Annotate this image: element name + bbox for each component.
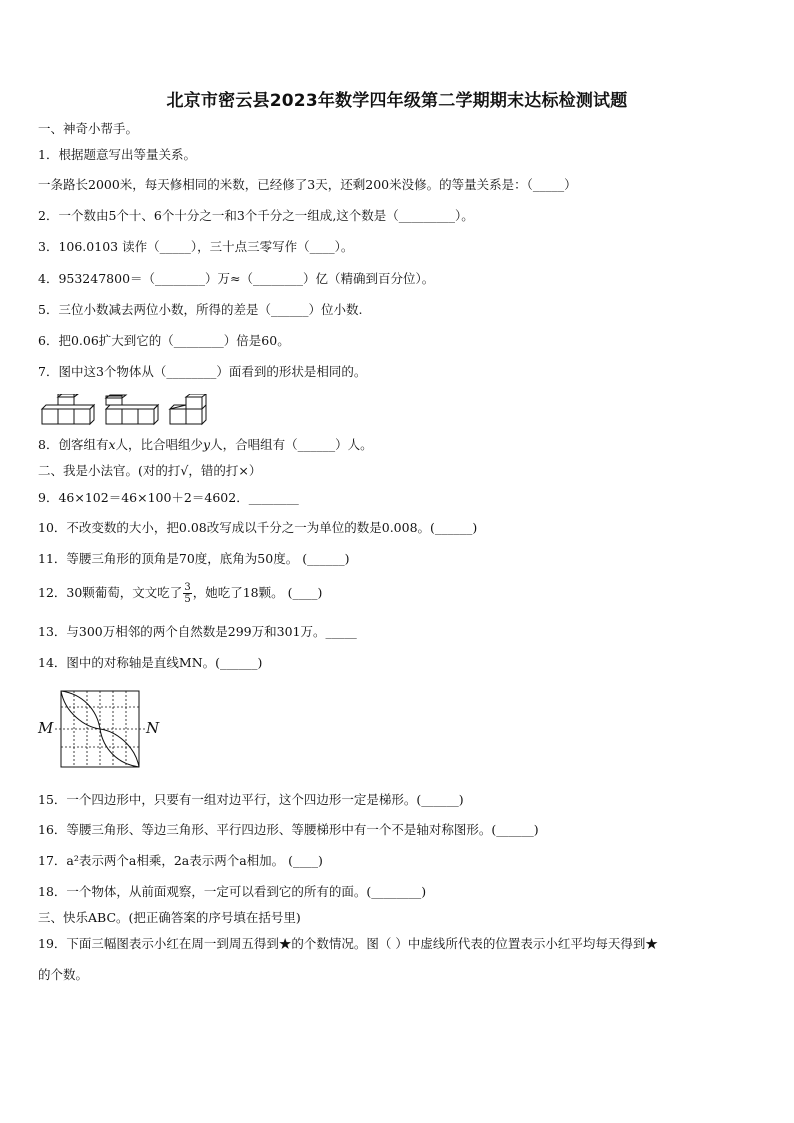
question-7: 7．图中这3个物体从（________）面看到的形状是相同的。 [38, 364, 367, 379]
question-8: 8．创客组有x人，比合唱组少y人，合唱组有（______）人。 [38, 437, 373, 452]
question-16: 16．等腰三角形、等边三角形、平行四边形、等腰梯形中有一个不是轴对称图形。(______) [38, 822, 539, 837]
fraction: $\frac{3}{5}$ [184, 582, 191, 605]
question-15: 15．一个四边形中，只要有一组对边平行，这个四边形一定是梯形。(______) [38, 792, 464, 807]
question-9: 9．46×102＝46×100＋2＝4602．________ [38, 490, 299, 505]
question-17: 17．a²表示两个a相乘，2a表示两个a相加。 (____) [38, 853, 323, 868]
symmetry-grid-figure [55, 688, 155, 772]
section-1-heading: 一、神奇小帮手。 [38, 121, 139, 136]
question-6: 6．把0.06扩大到它的（________）倍是60。 [38, 333, 290, 348]
cube-group-1 [42, 394, 94, 424]
question-10: 10．不改变数的大小，把0.08改写成以千分之一为单位的数是0.008。(______) [38, 520, 478, 535]
cube-group-2 [106, 395, 158, 424]
question-1: 1．根据题意写出等量关系。 [38, 147, 196, 162]
section-3-heading: 三、快乐ABC。(把正确答案的序号填在括号里) [38, 910, 301, 925]
question-19-cont: 的个数。 [38, 967, 89, 982]
page-title: 北京市密云县2023年数学四年级第二学期期末达标检测试题 [166, 91, 628, 111]
cube-group-3 [170, 394, 206, 424]
question-12: 12．30颗葡萄，文文吃了 $\frac{3}{5}$ ，她吃了18颗。 (____) [38, 582, 323, 605]
question-13: 13．与300万相邻的两个自然数是299万和301万。_____ [38, 624, 357, 639]
question-4: 4．953247800＝（________）万≈（________）亿（精确到百分位）。 [38, 271, 435, 286]
question-19: 19．下面三幅图表示小红在周一到周五得到★的个数情况。图（ ）中虚线所代表的位置表示小红平均每天得到★ [38, 936, 658, 951]
question-3: 3．106.0103 读作（_____），三十点三零写作（____）。 [38, 239, 354, 254]
question-5: 5．三位小数减去两位小数，所得的差是（______）位小数. [38, 302, 363, 317]
question-18: 18．一个物体，从前面观察，一定可以看到它的所有的面。(________) [38, 884, 427, 899]
question-1-text: 一条路长2000米，每天修相同的米数，已经修了3天，还剩200米没修。的等量关系是：（_____） [38, 177, 577, 192]
label-m: M [38, 719, 54, 737]
question-2: 2．一个数由5个十、6个十分之一和3个千分之一组成,这个数是（_________）。 [38, 208, 474, 223]
question-11: 11．等腰三角形的顶角是70度，底角为50度。 (______) [38, 551, 350, 566]
section-2-heading: 二、我是小法官。(对的打√，错的打×） [38, 463, 262, 478]
question-14: 14．图中的对称轴是直线MN。(______) [38, 655, 263, 670]
label-n: N [146, 719, 160, 737]
cube-figure [40, 394, 220, 426]
